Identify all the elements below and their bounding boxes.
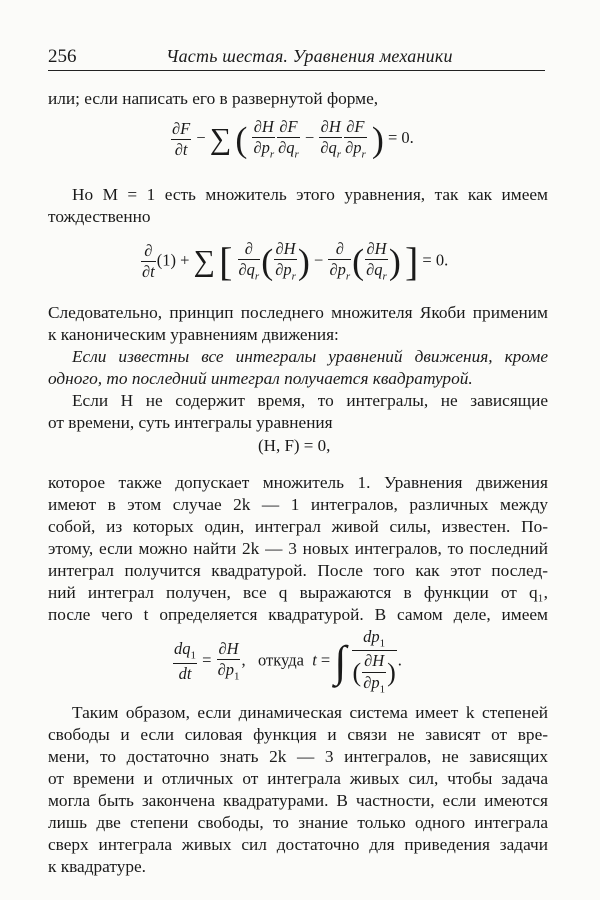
text-line: к каноническим уравнениям движения: <box>48 325 339 344</box>
theorem-line: Если известны все интегралы уравнений движения, кроме <box>72 347 548 366</box>
text-line: Следовательно, принцип последнего множителя Якоби применим <box>48 303 548 322</box>
text-line: тождественно <box>48 207 151 226</box>
formula-1: $\frac{\partial F}{\partial t}$ − ∑ ( $\frac{\partial H}{\partial p_r}$ $\frac{\partial F}{\partial q_r}$ − $\frac{\partial H}{\partial q_r}$ $\frac{\partial F}{\partial p_r}$ ) = 0. <box>172 117 414 161</box>
text-line: Таким образом, если динамическая система имеет k степеней <box>72 703 548 722</box>
text-line: мени, то достаточно знать 2k — 3 интегралов, не зависящих <box>48 747 548 766</box>
theorem-line: одного, то последний интеграл получается квадратурой. <box>48 369 473 388</box>
text-line: лишь две степени свободы, то знание только одного интеграла <box>48 813 548 832</box>
text-line: свободы и если силовая функция и связи не зависят от вре- <box>48 725 548 744</box>
text-line: или; если написать его в развернутой форме, <box>48 89 379 108</box>
text-line: к квадратуре. <box>48 857 146 876</box>
page-number: 256 <box>48 46 77 67</box>
text-line: Но M = 1 есть множитель этого уравнения, так как имеем <box>72 185 548 204</box>
text-line: сверх интеграла живых сил достаточно для приведения задачи <box>48 835 548 854</box>
running-title: Часть шестая. Уравнения механики <box>166 46 453 66</box>
text-line: имеют в этом случае 2k — 1 интегралов, различных между <box>48 495 548 514</box>
text-line: которое также допускает множитель 1. Уравнения движения <box>48 473 548 492</box>
text-line: интеграл получится квадратурой. После того как этот послед- <box>48 561 548 580</box>
text-line: ний интеграл получен, все q выражаются в функции от q₁, <box>48 583 548 602</box>
text-line: собой, из которых один, интеграл живой силы, известен. По- <box>48 517 548 536</box>
text-line: Если H не содержит время, то интегралы, не зависящие <box>72 391 548 410</box>
running-header <box>48 44 545 71</box>
text-line: от времени и отличных от интеграла живых сил, чтобы задача <box>48 769 548 788</box>
formula-2: $\frac{\partial}{\partial t}$ (1) + ∑ [ $\frac{\partial}{\partial q_r}$ ( $\frac{\partial H}{\partial p_r}$ ) − $\frac{\partial}{\partial p_r}$ ( $\frac{\partial H}{\partial q_r}$ ) ] = 0. <box>142 239 449 284</box>
text-line: могла быть закончена квадратурами. В частности, если имеются <box>48 791 548 810</box>
text-line: после чего t определяется квадратурой. В самом деле, имеем <box>48 605 548 624</box>
formula-4: $\frac{dq_1}{dt}$ = $\frac{\partial H}{\partial p_1}$ , откуда t = ∫ $dp_1$ ( $\frac{\partial H}{\partial p_1}$ ) . <box>174 627 402 695</box>
text-line: от времени, суть интегралы уравнения <box>48 413 333 432</box>
formula-3: (H, F) = 0, <box>258 436 331 455</box>
text-line: этому, если можно найти 2k — 3 новых интегралов, то последний <box>48 539 548 558</box>
